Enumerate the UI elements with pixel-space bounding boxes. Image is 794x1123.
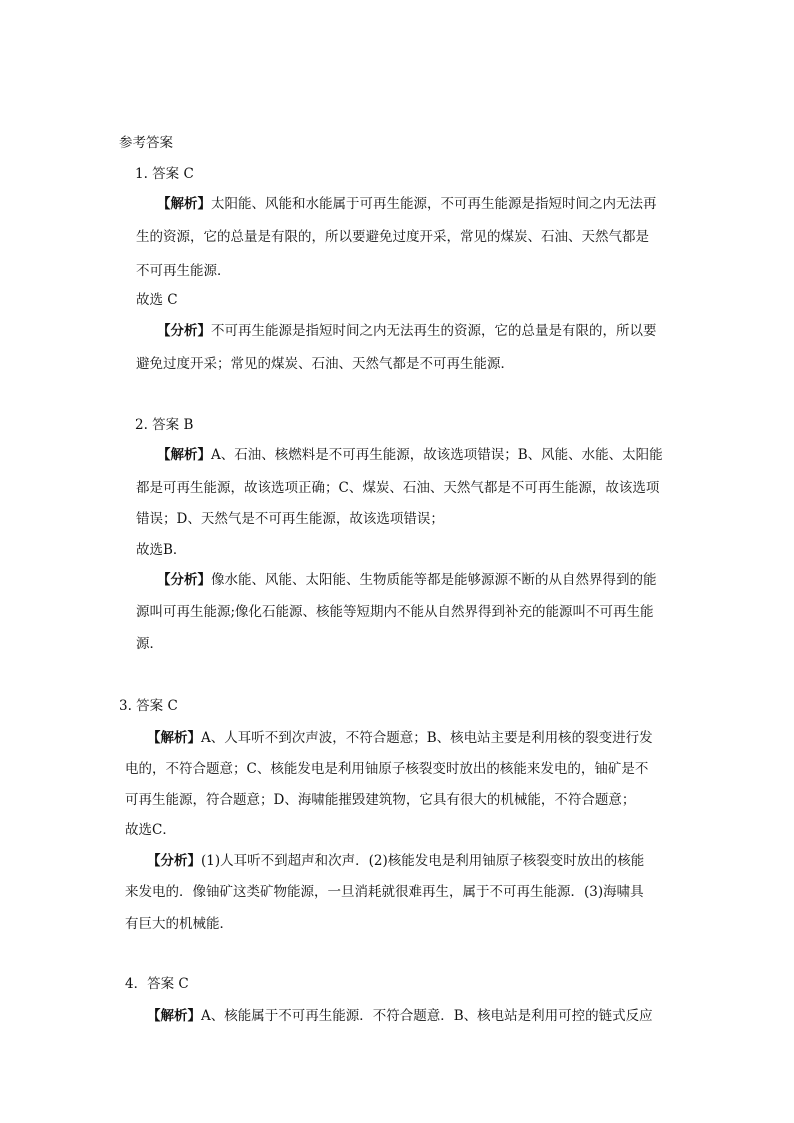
analysis-line: 【解析】A、人耳听不到次声波，不符合题意；B、核电站主要是利用核的裂变进行发: [147, 730, 653, 746]
analysis-line: 可再生能源，符合题意；D、海啸能摧毁建筑物，它具有很大的机械能，不符合题意；: [125, 792, 636, 808]
section-tag: 【解析】: [157, 196, 211, 212]
analysis-line: 【分析】像水能、风能、太阳能、生物质能等都是能够源源不断的从自然界得到的能: [157, 572, 657, 588]
analysis-line: 【解析】太阳能、风能和水能属于可再生能源，不可再生能源是指短时间之内无法再: [157, 196, 657, 212]
section-tag: 【分析】: [157, 323, 211, 339]
analysis-line: 错误；D、天然气是不可再生能源，故该选项错误；: [136, 511, 444, 527]
answer-header: 1. 答案 C: [135, 166, 194, 182]
analysis-line: 【解析】A、石油、核燃料是不可再生能源，故该选项错误；B、风能、水能、太阳能: [157, 447, 663, 463]
analysis-line: 来发电的．像铀矿这类矿物能源，一旦消耗就很难再生，属于不可再生能源．(3)海啸具: [125, 884, 644, 900]
analysis-line: 避免过度开采；常见的煤炭、石油、天然气都是不可再生能源．: [136, 356, 514, 372]
answer-header: 4．答案 C: [125, 976, 189, 992]
answer-header: 3. 答案 C: [119, 698, 178, 714]
section-tag: 【分析】: [147, 853, 201, 869]
analysis-line: 生的资源，它的总量是有限的，所以要避免过度开采，常见的煤炭、石油、天然气都是: [136, 229, 649, 245]
section-tag: 【解析】: [157, 447, 211, 463]
answer-header: 2. 答案 B: [135, 417, 194, 433]
analysis-line: 电的，不符合题意；C、核能发电是利用铀原子核裂变时放出的核能来发电的，铀矿是不: [125, 761, 649, 777]
analysis-line: 【解析】A、核能属于不可再生能源．不符合题意．B、核电站是利用可控的链式反应: [147, 1008, 653, 1024]
choice-line: 故选B．: [136, 542, 187, 558]
section-tag: 【解析】: [147, 1008, 201, 1024]
page-heading: 参考答案: [119, 135, 173, 151]
analysis-line: 不可再生能源．: [136, 263, 231, 279]
analysis-line: 有巨大的机械能．: [125, 916, 233, 932]
choice-line: 故选C．: [125, 822, 176, 838]
section-tag: 【分析】: [157, 572, 211, 588]
analysis-line: 【分析】(1)人耳听不到超声和次声．(2)核能发电是利用铀原子核裂变时放出的核能: [147, 853, 645, 869]
analysis-line: 源叫可再生能源;像化石能源、核能等短期内不能从自然界得到补充的能源叫不可再生能: [136, 604, 654, 620]
analysis-line: 源．: [136, 636, 163, 652]
analysis-line: 【分析】不可再生能源是指短时间之内无法再生的资源，它的总量是有限的，所以要: [157, 323, 657, 339]
choice-line: 故选 C: [136, 292, 178, 308]
analysis-line: 都是可再生能源，故该选项正确；C、煤炭、石油、天然气都是不可再生能源，故该选项: [136, 480, 660, 496]
section-tag: 【解析】: [147, 730, 201, 746]
